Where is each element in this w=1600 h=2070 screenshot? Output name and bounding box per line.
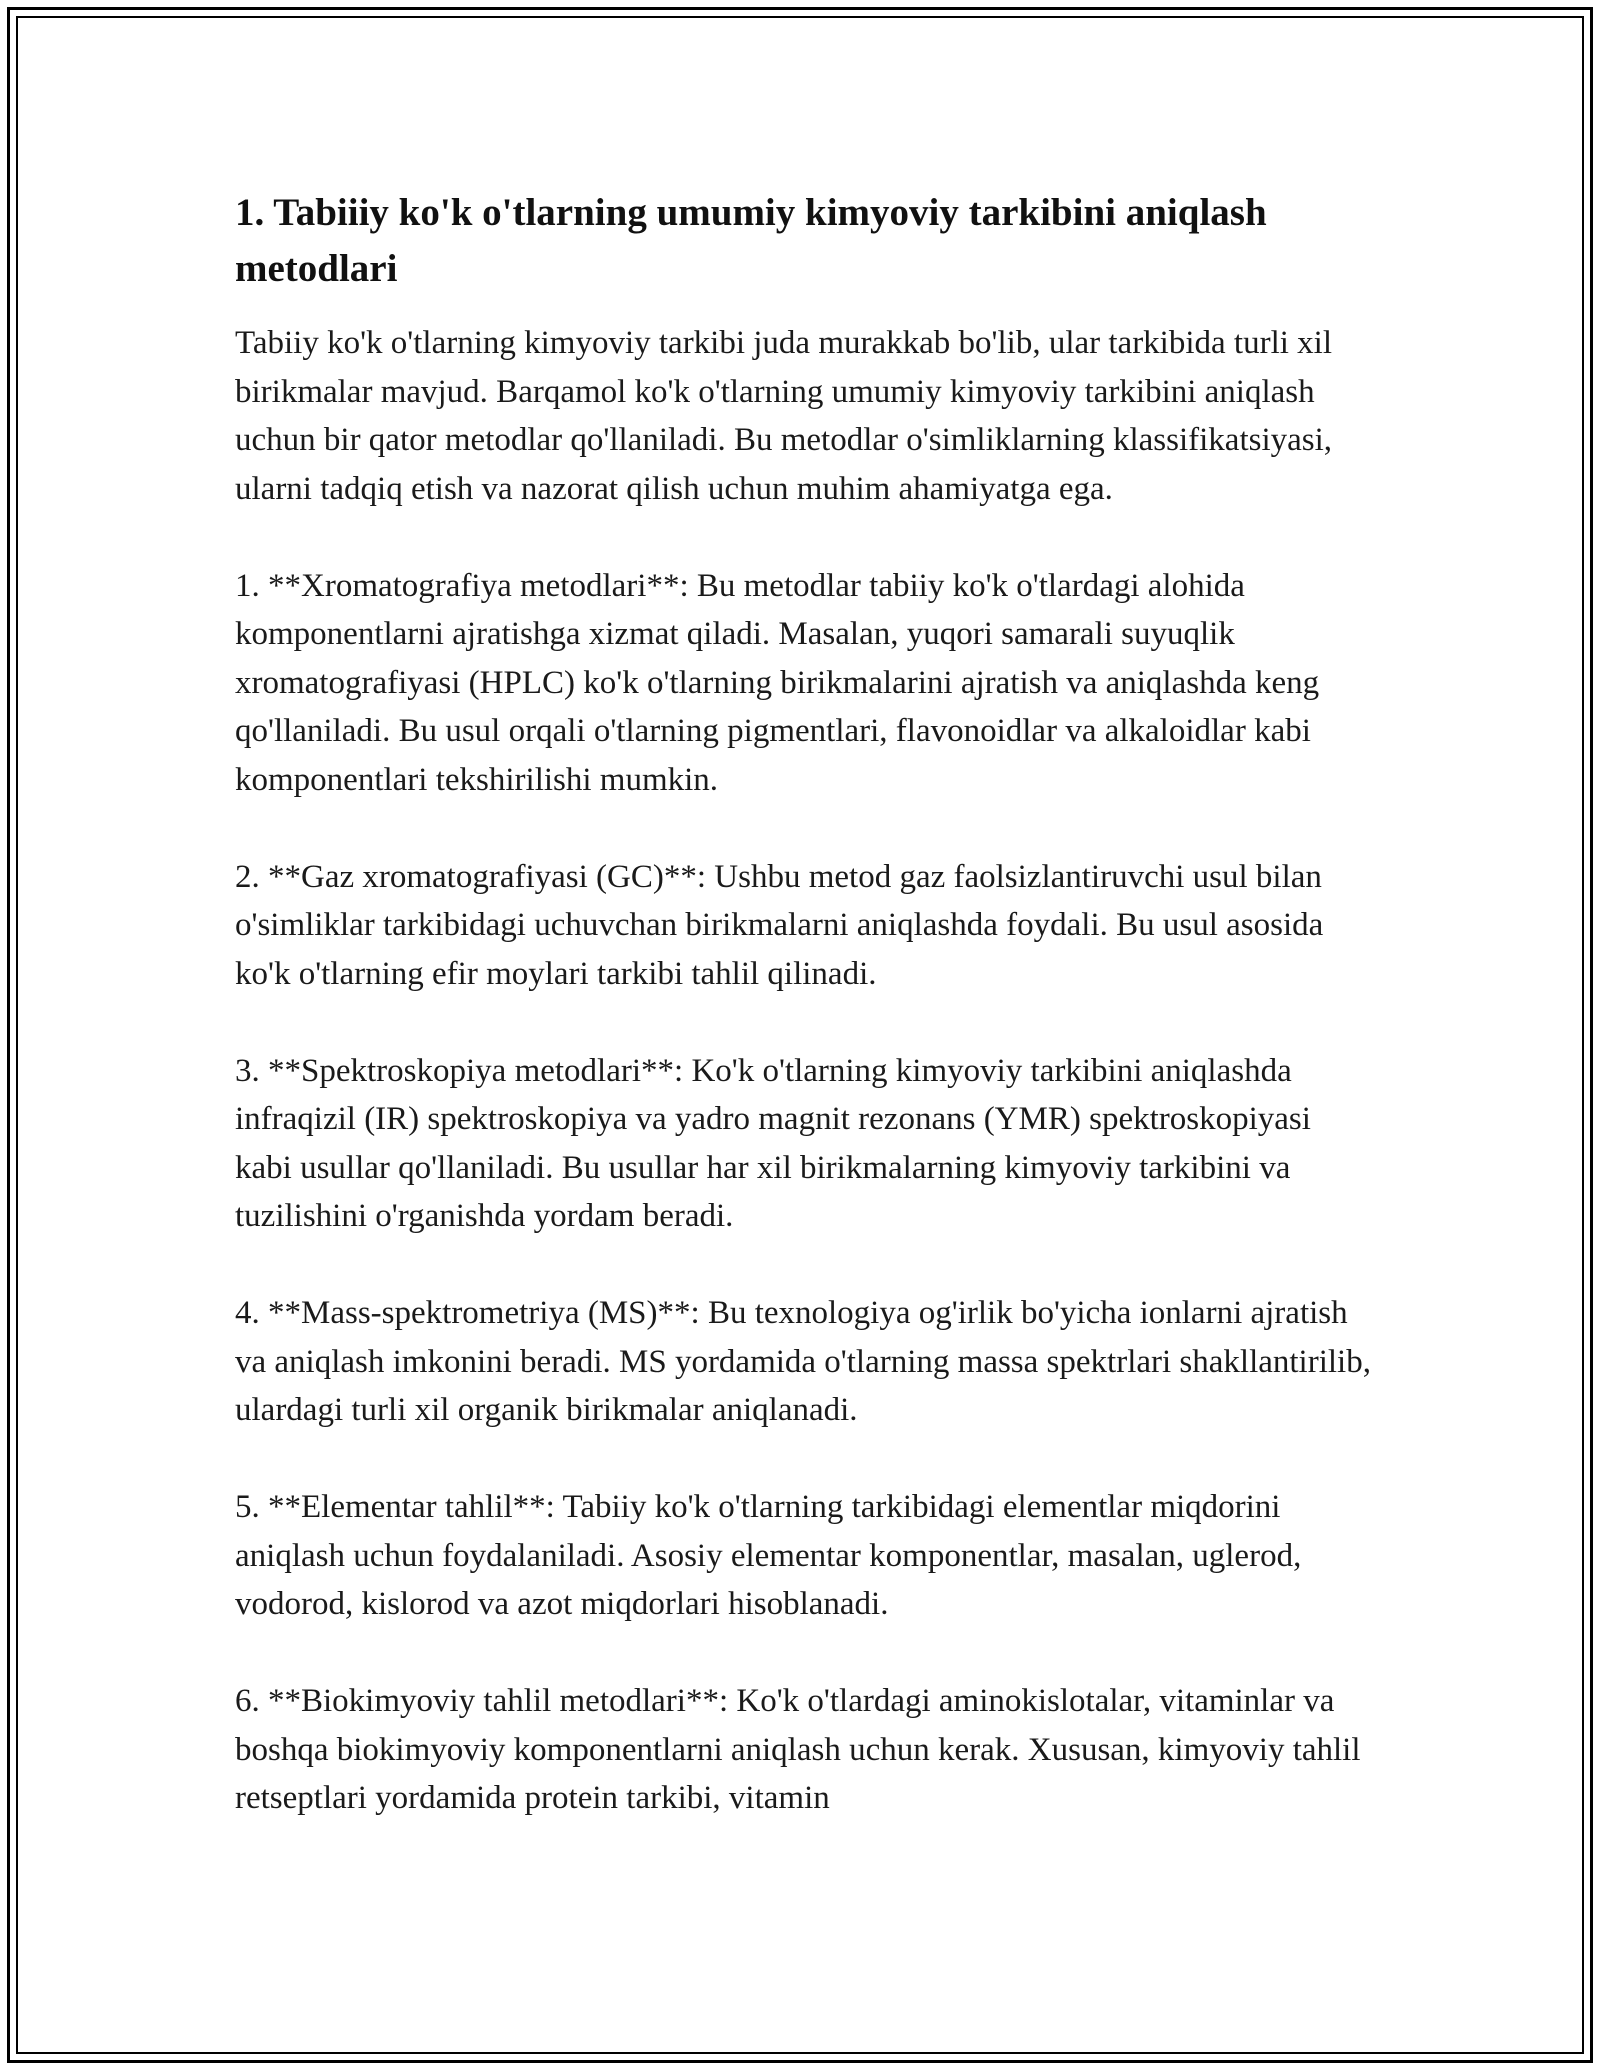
method-spectroscopy: 3. **Spektroskopiya metodlari**: Ko'k o'tlarning kimyoviy tarkibini aniqlashda infraqizil (IR) spektroskopiya va yadro magnit rezonans (YMR) spektroskopiyasi kabi usullar qo'llaniladi. Bu usullar har xil birikmalarning kimyoviy tarkibini va tuzilishini o'rganishda yordam beradi. [235, 1052, 1311, 1234]
method-biochemical-analysis: 6. **Biokimyoviy tahlil metodlari**: Ko'k o'tlardagi aminokislotalar, vitaminlar va boshqa biokimyoviy komponentlarni aniqlash uchun kerak. Xususan, kimyoviy tahlil retseptlari yordamida protein tarkibi, vitamin [235, 1683, 1361, 1816]
document-body [235, 185, 1375, 1871]
method-mass-spectrometry: 4. **Mass-spektrometriya (MS)**: Bu texnologiya og'irlik bo'yicha ionlarni ajratish va aniqlash imkonini beradi. MS yordamida o'tlarning massa spektrlari shakllantirilib, ulardagi turli xil organik birikmalar aniqlanadi. [235, 1295, 1371, 1428]
method-gas-chromatography: 2. **Gaz xromatografiyasi (GC)**: Ushbu metod gaz faolsizlantiruvchi usul bilan o'simliklar tarkibidagi uchuvchan birikmalarni aniqlashda foydali. Bu usul asosida ko'k o'tlarning efir moylari tarkibi tahlil qilinadi. [235, 858, 1324, 992]
method-elemental-analysis: 5. **Elementar tahlil**: Tabiiy ko'k o'tlarning tarkibidagi elementlar miqdorini aniqlash uchun foydalaniladi. Asosiy elementar komponentlar, masalan, uglerod, vodorod, kislorod va azot miqdorlari hisoblanadi. [235, 1489, 1302, 1622]
method-chromatography: 1. **Xromatografiya metodlari**: Bu metodlar tabiiy ko'k o'tlardagi alohida komponentlarni ajratishga xizmat qiladi. Masalan, yuqori samarali suyuqlik xromatografiyasi (HPLC) ko'k o'tlarning birikmalarini ajratish va aniqlashda keng qo'llaniladi. Bu usul orqali o'tlarning pigmentlari, flavonoidlar va alkaloidlar kabi komponentlari tekshirilishi mumkin. [235, 567, 1320, 798]
intro-paragraph: Tabiiy ko'k o'tlarning kimyoviy tarkibi juda murakkab bo'lib, ular tarkibida turli xil birikmalar mavjud. Barqamol ko'k o'tlarning umumiy kimyoviy tarkibini aniqlash uchun bir qator metodlar qo'llaniladi. Bu metodlar o'simliklarning klassifikatsiyasi, ularni tadqiq etish va nazorat qilish uchun muhim ahamiyatga ega. [235, 325, 1333, 507]
document-title: 1. Tabiiiy ko'k o'tlarning umumiy kimyoviy tarkibini aniqlash metodlari [235, 191, 1267, 290]
